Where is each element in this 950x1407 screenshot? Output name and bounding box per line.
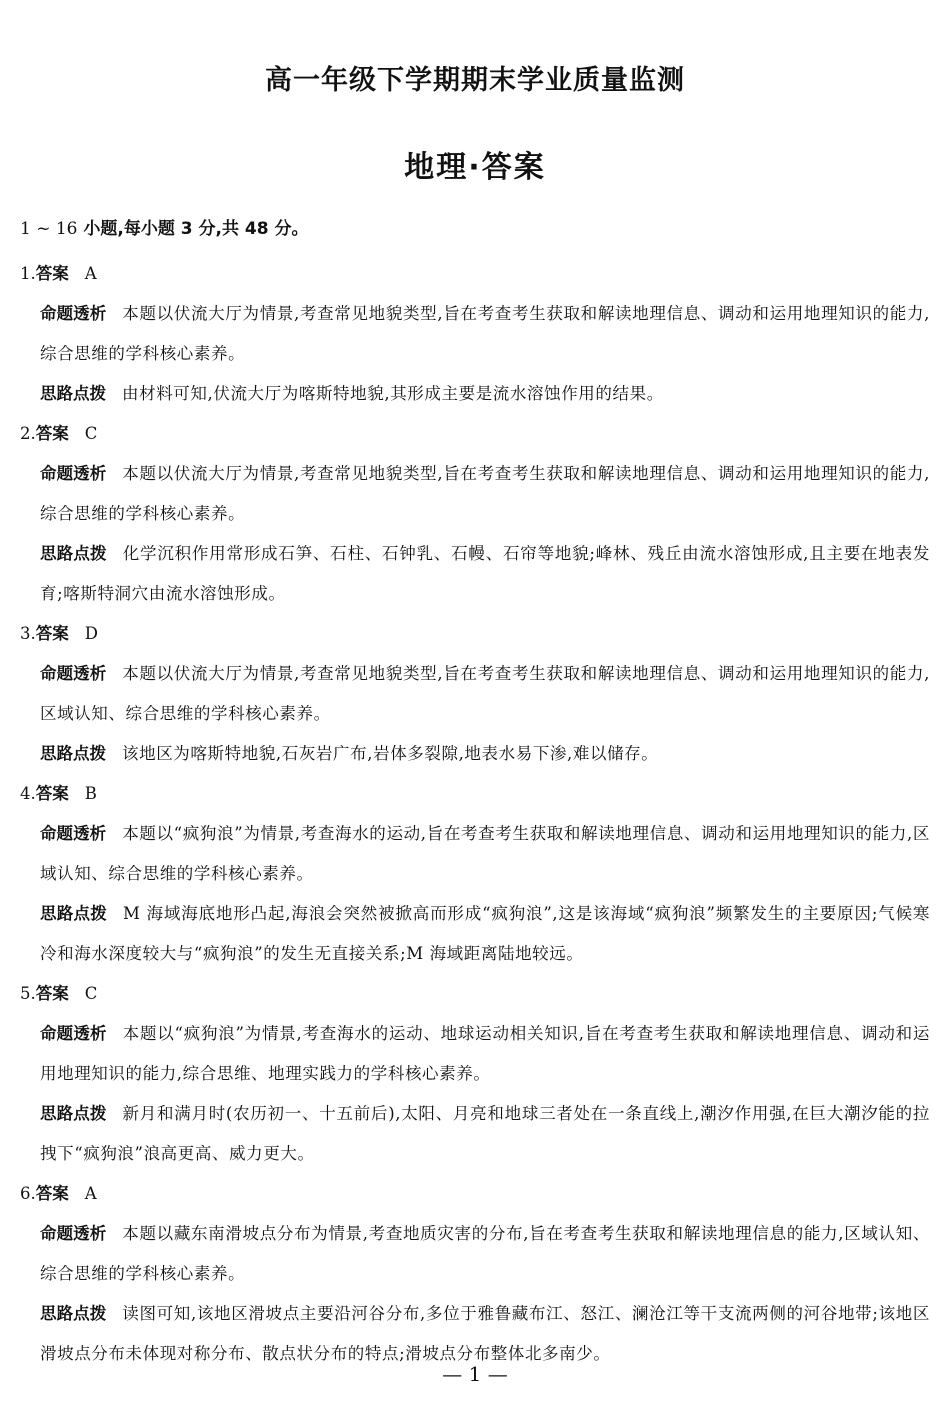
hint-label: 思路点拨 [40,384,106,403]
question-number: 6. [20,1184,36,1203]
analysis-label: 命题透析 [40,1224,107,1243]
question-number: 4. [20,784,36,803]
answer-label: 答案 [35,624,69,643]
intro-rest: 小题,每小题 3 分,共 48 分。 [77,219,309,239]
answer-value: B [84,784,97,803]
question-number: 1. [20,264,36,283]
question-block [20,414,930,614]
hint-paragraph [40,734,930,774]
page-number: — 1 — [442,1362,508,1386]
hint-text: 读图可知,该地区滑坡点主要沿河谷分布,多位于雅鲁藏布江、怒江、澜沧江等干支流两侧的河谷地带;该地区滑坡点分布未体现对称分布、散点状分布的特点;滑坡点分布整体北多南少。 [40,1304,931,1363]
question-header [20,974,930,1014]
analysis-label: 命题透析 [40,464,107,483]
question-header [20,774,930,814]
question-block [20,974,930,1174]
question-header [20,414,930,454]
answer-value: C [84,984,98,1003]
answer-label: 答案 [35,424,69,443]
hint-label: 思路点拨 [40,1104,107,1123]
analysis-label: 命题透析 [40,824,107,843]
question-block [20,254,930,414]
question-header [20,254,930,294]
hint-label: 思路点拨 [40,544,107,563]
answer-label: 答案 [35,264,69,283]
hint-label: 思路点拨 [40,904,107,923]
answer-label: 答案 [35,1184,69,1203]
hint-text: 该地区为喀斯特地貌,石灰岩广布,岩体多裂隙,地表水易下渗,难以储存。 [122,744,659,763]
question-number: 2. [20,424,36,443]
analysis-text: 本题以“疯狗浪”为情景,考查海水的运动,旨在考查考生获取和解读地理信息、调动和运用地理知识的能力,区域认知、综合思维的学科核心素养。 [40,824,930,883]
hint-label: 思路点拨 [40,1304,107,1323]
question-block [20,1174,930,1374]
answer-value: A [84,1184,97,1203]
document-subtitle: 地理·答案 [404,150,546,185]
analysis-paragraph [40,654,930,734]
analysis-text: 本题以伏流大厅为情景,考查常见地貌类型,旨在考查考生获取和解读地理信息、调动和运用地理知识的能力,综合思维的学科核心素养。 [40,464,930,523]
analysis-paragraph [40,294,930,374]
hint-paragraph [40,1094,930,1174]
analysis-label: 命题透析 [40,664,107,683]
analysis-paragraph [40,454,930,534]
question-number: 5. [20,984,36,1003]
document-title: 高一年级下学期期末学业质量监测 [265,65,685,96]
analysis-label: 命题透析 [40,1024,107,1043]
analysis-text: 本题以藏东南滑坡点分布为情景,考查地质灾害的分布,旨在考查考生获取和解读地理信息的能力,区域认知、综合思维的学科核心素养。 [40,1224,930,1283]
hint-text: M 海域海底地形凸起,海浪会突然被掀高而形成“疯狗浪”,这是该海域“疯狗浪”频繁发生的主要原因;气候寒冷和海水深度较大与“疯狗浪”的发生无直接关系;M 海域距离陆地较远。 [40,904,931,963]
question-header [20,614,930,654]
question-number: 3. [20,624,36,643]
hint-paragraph [40,534,930,614]
question-block [20,774,930,974]
intro-line [20,214,309,239]
answer-value: C [84,424,98,443]
analysis-paragraph [40,814,930,894]
analysis-paragraph [40,1214,930,1294]
analysis-text: 本题以“疯狗浪”为情景,考查海水的运动、地球运动相关知识,旨在考查考生获取和解读地理信息、调动和运用地理知识的能力,综合思维、地理实践力的学科核心素养。 [40,1024,930,1083]
intro-range: 1 ~ 16 [20,219,78,239]
hint-text: 新月和满月时(农历初一、十五前后),太阳、月亮和地球三者处在一条直线上,潮汐作用强,在巨大潮汐能的拉拽下“疯狗浪”浪高更高、威力更大。 [40,1104,931,1163]
hint-text: 化学沉积作用常形成石笋、石柱、石钟乳、石幔、石帘等地貌;峰林、残丘由流水溶蚀形成,且主要在地表发育;喀斯特洞穴由流水溶蚀形成。 [40,544,931,603]
hint-label: 思路点拨 [40,744,106,763]
answer-list [20,254,930,1374]
question-block [20,614,930,774]
question-header [20,1174,930,1214]
answer-value: D [84,624,98,643]
analysis-text: 本题以伏流大厅为情景,考查常见地貌类型,旨在考查考生获取和解读地理信息、调动和运用地理知识的能力,综合思维的学科核心素养。 [40,304,930,363]
answer-value: A [84,264,97,283]
hint-paragraph [40,894,930,974]
analysis-text: 本题以伏流大厅为情景,考查常见地貌类型,旨在考查考生获取和解读地理信息、调动和运用地理知识的能力,区域认知、综合思维的学科核心素养。 [40,664,930,723]
hint-text: 由材料可知,伏流大厅为喀斯特地貌,其形成主要是流水溶蚀作用的结果。 [122,384,664,403]
answer-label: 答案 [35,784,69,803]
analysis-paragraph [40,1014,930,1094]
analysis-label: 命题透析 [40,304,107,323]
answer-label: 答案 [35,984,69,1003]
hint-paragraph [40,374,930,414]
